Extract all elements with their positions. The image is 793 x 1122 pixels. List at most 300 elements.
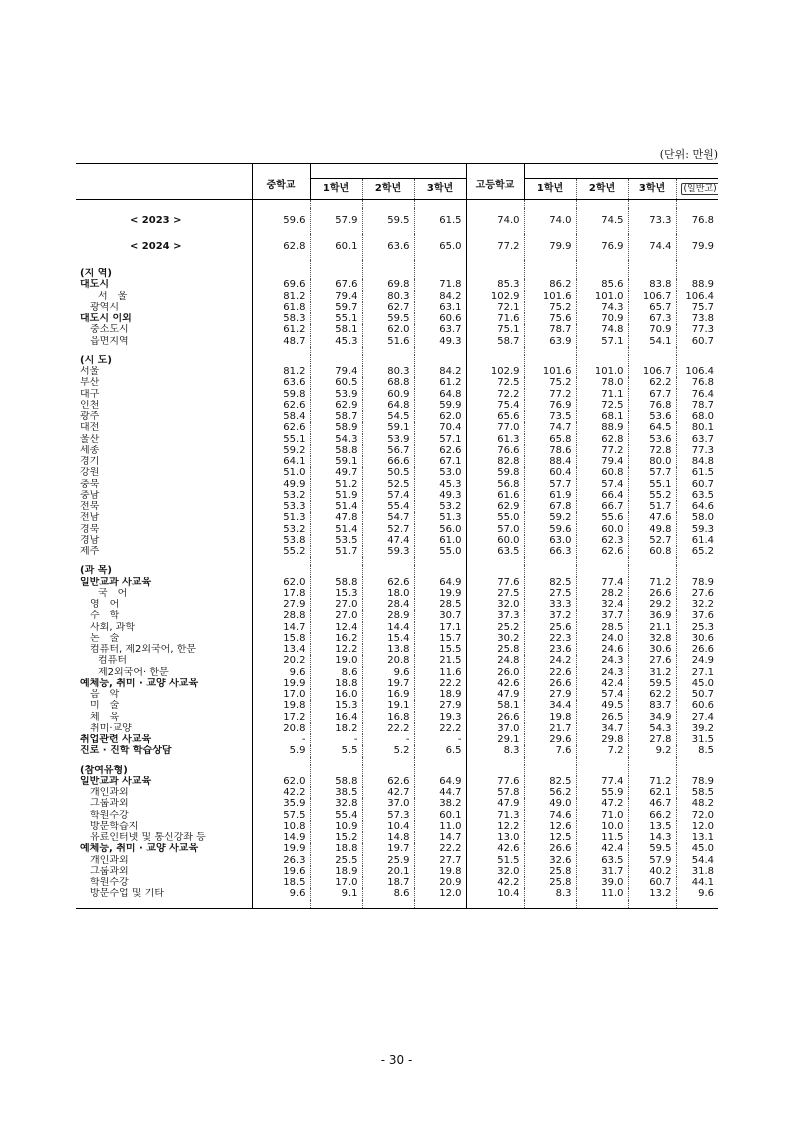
- value-cell: 55.9: [576, 787, 628, 798]
- table-row: [76, 622, 718, 633]
- value-cell: [252, 565, 310, 576]
- row-label: 컴퓨터: [98, 655, 127, 667]
- value-cell: 8.6: [362, 888, 414, 899]
- value-cell: 53.8: [252, 535, 310, 546]
- value-cell: 59.3: [676, 524, 718, 535]
- value-cell: 59.1: [310, 456, 362, 467]
- value-cell: 42.2: [252, 787, 310, 798]
- value-cell: 63.5: [576, 855, 628, 866]
- value-cell: 10.8: [252, 821, 310, 832]
- table-row: [76, 877, 718, 888]
- value-cell: [362, 900, 414, 909]
- row-label: 광역시: [90, 301, 119, 313]
- value-cell: 65.2: [676, 546, 718, 557]
- value-cell: 79.9: [524, 234, 576, 260]
- value-cell: 81.2: [252, 366, 310, 377]
- value-cell: 18.7: [362, 877, 414, 888]
- value-cell: 10.0: [576, 821, 628, 832]
- value-cell: 56.2: [524, 787, 576, 798]
- value-cell: 17.0: [310, 877, 362, 888]
- value-cell: 62.6: [414, 445, 466, 456]
- value-cell: 6.5: [414, 745, 466, 756]
- value-cell: 22.2: [414, 723, 466, 734]
- value-cell: 53.0: [414, 467, 466, 478]
- value-cell: 44.7: [414, 787, 466, 798]
- value-cell: 68.8: [362, 377, 414, 388]
- value-cell: 18.9: [310, 866, 362, 877]
- value-cell: 58.8: [310, 577, 362, 588]
- value-cell: [414, 347, 466, 355]
- value-cell: 102.9: [466, 291, 524, 302]
- value-cell: 12.0: [414, 888, 466, 899]
- value-cell: 21.5: [414, 655, 466, 666]
- value-cell: [628, 355, 676, 366]
- value-cell: 26.6: [524, 843, 576, 854]
- value-cell: [676, 557, 718, 565]
- value-cell: 28.4: [362, 599, 414, 610]
- value-cell: 32.6: [524, 855, 576, 866]
- value-cell: 42.6: [466, 843, 524, 854]
- value-cell: 25.2: [466, 622, 524, 633]
- table-row: [76, 599, 718, 610]
- value-cell: [676, 347, 718, 355]
- header-high-grade-2: 2학년: [576, 179, 628, 200]
- value-cell: 72.2: [466, 389, 524, 400]
- value-cell: 73.5: [524, 411, 576, 422]
- value-cell: 67.1: [414, 456, 466, 467]
- value-cell: 58.8: [310, 445, 362, 456]
- value-cell: 19.9: [252, 843, 310, 854]
- value-cell: 55.4: [310, 810, 362, 821]
- value-cell: 13.8: [362, 644, 414, 655]
- page-number: - 30 -: [380, 1053, 413, 1067]
- value-cell: 61.6: [466, 490, 524, 501]
- value-cell: 80.3: [362, 291, 414, 302]
- value-cell: 59.2: [524, 512, 576, 523]
- value-cell: 80.1: [676, 422, 718, 433]
- value-cell: 67.8: [524, 501, 576, 512]
- value-cell: [362, 757, 414, 765]
- value-cell: 68.1: [576, 411, 628, 422]
- value-cell: 21.1: [628, 622, 676, 633]
- value-cell: 65.0: [414, 234, 466, 260]
- value-cell: [310, 268, 362, 279]
- value-cell: [252, 200, 310, 209]
- value-cell: 8.3: [524, 888, 576, 899]
- value-cell: 65.6: [466, 411, 524, 422]
- table-row: [76, 745, 718, 756]
- value-cell: 27.0: [310, 610, 362, 621]
- value-cell: 14.4: [362, 622, 414, 633]
- value-cell: 61.0: [414, 535, 466, 546]
- header-high-grade-3: 3학년: [628, 179, 676, 200]
- value-cell: 59.5: [628, 843, 676, 854]
- value-cell: 29.8: [576, 734, 628, 745]
- table-row: [76, 821, 718, 832]
- value-cell: 58.9: [310, 422, 362, 433]
- value-cell: [310, 765, 362, 776]
- value-cell: [252, 268, 310, 279]
- value-cell: 80.0: [628, 456, 676, 467]
- value-cell: 60.0: [466, 535, 524, 546]
- table-row: [76, 855, 718, 866]
- value-cell: 12.4: [310, 622, 362, 633]
- value-cell: 49.3: [414, 490, 466, 501]
- value-cell: 66.2: [628, 810, 676, 821]
- row-label: 취업관련 사교육: [80, 734, 152, 745]
- expenditure-table: [76, 163, 718, 909]
- table-row: [76, 400, 718, 411]
- value-cell: [676, 355, 718, 366]
- value-cell: 76.8: [628, 400, 676, 411]
- value-cell: [414, 268, 466, 279]
- header-spacer: [414, 164, 466, 179]
- value-cell: 72.1: [466, 302, 524, 313]
- header-high-grade-1: 1학년: [524, 179, 576, 200]
- spacer-row: [76, 557, 718, 565]
- value-cell: 27.9: [524, 689, 576, 700]
- value-cell: 51.7: [628, 501, 676, 512]
- value-cell: 37.7: [576, 610, 628, 621]
- row-label: 그룹과외: [90, 798, 129, 810]
- value-cell: 20.1: [362, 866, 414, 877]
- value-cell: 74.8: [576, 324, 628, 335]
- value-cell: 49.8: [628, 524, 676, 535]
- value-cell: 19.1: [362, 700, 414, 711]
- value-cell: 37.0: [362, 798, 414, 809]
- value-cell: 30.6: [676, 633, 718, 644]
- value-cell: [252, 260, 310, 268]
- value-cell: 73.3: [628, 208, 676, 234]
- value-cell: 15.2: [310, 832, 362, 843]
- value-cell: 56.7: [362, 445, 414, 456]
- value-cell: 64.9: [414, 776, 466, 787]
- value-cell: 47.9: [466, 798, 524, 809]
- table-header: [76, 164, 718, 200]
- value-cell: 76.8: [676, 208, 718, 234]
- value-cell: 24.8: [466, 655, 524, 666]
- row-label: [76, 260, 252, 268]
- value-cell: 75.2: [524, 377, 576, 388]
- value-cell: [524, 765, 576, 776]
- value-cell: 72.5: [466, 377, 524, 388]
- value-cell: 70.4: [414, 422, 466, 433]
- value-cell: 20.8: [362, 655, 414, 666]
- value-cell: 62.8: [576, 434, 628, 445]
- value-cell: 88.4: [524, 456, 576, 467]
- table-row: [76, 610, 718, 621]
- value-cell: 69.6: [252, 279, 310, 290]
- value-cell: 30.6: [628, 644, 676, 655]
- value-cell: 58.7: [466, 336, 524, 347]
- value-cell: 60.4: [524, 467, 576, 478]
- value-cell: 26.6: [466, 712, 524, 723]
- value-cell: 78.6: [524, 445, 576, 456]
- table-row: [76, 501, 718, 512]
- value-cell: 45.0: [676, 678, 718, 689]
- value-cell: 63.5: [466, 546, 524, 557]
- value-cell: 106.7: [628, 366, 676, 377]
- table-row: [76, 644, 718, 655]
- value-cell: 59.6: [252, 208, 310, 234]
- value-cell: 19.3: [414, 712, 466, 723]
- row-label: 제주: [80, 546, 100, 557]
- table-row: [76, 422, 718, 433]
- value-cell: 74.6: [524, 810, 576, 821]
- row-label: 방문학습지: [90, 820, 139, 832]
- value-cell: 63.7: [676, 434, 718, 445]
- spacer-row: [76, 757, 718, 765]
- value-cell: 58.1: [466, 700, 524, 711]
- value-cell: 14.3: [628, 832, 676, 843]
- value-cell: 5.2: [362, 745, 414, 756]
- value-cell: 53.6: [628, 434, 676, 445]
- row-label: 읍면지역: [90, 335, 129, 347]
- value-cell: 77.3: [676, 324, 718, 335]
- value-cell: 54.3: [310, 434, 362, 445]
- value-cell: 66.3: [524, 546, 576, 557]
- table-row: [76, 279, 718, 290]
- value-cell: 28.2: [576, 588, 628, 599]
- value-cell: 101.0: [576, 291, 628, 302]
- value-cell: 62.2: [628, 377, 676, 388]
- table-row: [76, 535, 718, 546]
- value-cell: 60.5: [310, 377, 362, 388]
- value-cell: [362, 347, 414, 355]
- value-cell: 61.5: [676, 467, 718, 478]
- value-cell: 34.4: [524, 700, 576, 711]
- value-cell: 12.6: [524, 821, 576, 832]
- value-cell: 44.1: [676, 877, 718, 888]
- value-cell: 71.6: [466, 313, 524, 324]
- value-cell: 77.2: [466, 234, 524, 260]
- value-cell: 27.6: [676, 588, 718, 599]
- row-label: 서울: [80, 366, 100, 377]
- row-label: [76, 557, 252, 565]
- value-cell: 66.7: [576, 501, 628, 512]
- value-cell: 61.2: [414, 377, 466, 388]
- value-cell: 18.8: [310, 843, 362, 854]
- header-general-high-label: (일반고): [681, 183, 719, 195]
- table-row: [76, 434, 718, 445]
- value-cell: 27.5: [466, 588, 524, 599]
- value-cell: 60.1: [310, 234, 362, 260]
- section-header-row: [76, 355, 718, 366]
- value-cell: 35.9: [252, 798, 310, 809]
- value-cell: 59.1: [362, 422, 414, 433]
- value-cell: 84.2: [414, 291, 466, 302]
- value-cell: 14.8: [362, 832, 414, 843]
- value-cell: 39.2: [676, 723, 718, 734]
- value-cell: 10.4: [362, 821, 414, 832]
- table-row: [76, 336, 718, 347]
- row-label: (지 역): [80, 268, 112, 279]
- row-label: [76, 900, 252, 909]
- value-cell: 32.0: [466, 599, 524, 610]
- value-cell: 61.9: [524, 490, 576, 501]
- value-cell: [252, 557, 310, 565]
- value-cell: 51.0: [252, 467, 310, 478]
- value-cell: 22.3: [524, 633, 576, 644]
- value-cell: 47.9: [466, 689, 524, 700]
- value-cell: 53.9: [310, 389, 362, 400]
- value-cell: 62.6: [362, 577, 414, 588]
- value-cell: [252, 900, 310, 909]
- value-cell: 37.6: [676, 610, 718, 621]
- value-cell: 74.5: [576, 208, 628, 234]
- value-cell: 34.7: [576, 723, 628, 734]
- value-cell: 71.1: [576, 389, 628, 400]
- value-cell: 45.3: [310, 336, 362, 347]
- value-cell: 34.9: [628, 712, 676, 723]
- value-cell: 106.7: [628, 291, 676, 302]
- value-cell: 24.3: [576, 655, 628, 666]
- table-row: [76, 445, 718, 456]
- value-cell: 60.9: [362, 389, 414, 400]
- header-middle-school: 중학교: [252, 164, 310, 200]
- value-cell: 55.1: [310, 313, 362, 324]
- header-middle-grade-spacer: [310, 164, 362, 179]
- value-cell: 75.2: [524, 302, 576, 313]
- value-cell: 24.2: [524, 655, 576, 666]
- value-cell: 49.3: [414, 336, 466, 347]
- value-cell: 19.6: [252, 866, 310, 877]
- header-spacer: [524, 164, 576, 179]
- value-cell: 58.5: [676, 787, 718, 798]
- value-cell: 15.3: [310, 700, 362, 711]
- row-label: 영 어: [90, 599, 120, 610]
- value-cell: 62.0: [414, 411, 466, 422]
- value-cell: [466, 765, 524, 776]
- value-cell: 11.5: [576, 832, 628, 843]
- value-cell: 36.9: [628, 610, 676, 621]
- value-cell: 19.7: [362, 843, 414, 854]
- section-header-row: [76, 565, 718, 576]
- value-cell: 51.6: [362, 336, 414, 347]
- value-cell: 59.5: [628, 678, 676, 689]
- value-cell: 18.0: [362, 588, 414, 599]
- value-cell: [466, 200, 524, 209]
- value-cell: 19.8: [252, 700, 310, 711]
- value-cell: 42.6: [466, 678, 524, 689]
- table-row: [76, 479, 718, 490]
- value-cell: [628, 565, 676, 576]
- value-cell: 77.6: [466, 577, 524, 588]
- value-cell: [628, 268, 676, 279]
- table-row: [76, 700, 718, 711]
- value-cell: 19.8: [524, 712, 576, 723]
- value-cell: 8.3: [466, 745, 524, 756]
- value-cell: 38.5: [310, 787, 362, 798]
- value-cell: 48.7: [252, 336, 310, 347]
- table-row: [76, 577, 718, 588]
- row-label: 음 악: [90, 689, 120, 700]
- table-row: [76, 366, 718, 377]
- value-cell: 59.8: [252, 389, 310, 400]
- value-cell: 31.5: [676, 734, 718, 745]
- table-row: [76, 377, 718, 388]
- value-cell: 12.0: [676, 821, 718, 832]
- value-cell: 49.0: [524, 798, 576, 809]
- row-label: 부산: [80, 377, 100, 389]
- value-cell: 71.3: [466, 810, 524, 821]
- value-cell: 56.0: [414, 524, 466, 535]
- value-cell: [628, 260, 676, 268]
- row-label: (과 목): [80, 565, 112, 577]
- value-cell: 59.5: [362, 208, 414, 234]
- table-row: [76, 512, 718, 523]
- row-label: [76, 757, 252, 765]
- value-cell: 58.0: [676, 512, 718, 523]
- table-row: [76, 810, 718, 821]
- value-cell: 55.2: [628, 490, 676, 501]
- value-cell: 62.9: [466, 501, 524, 512]
- value-cell: 9.6: [362, 667, 414, 678]
- value-cell: 16.9: [362, 689, 414, 700]
- value-cell: 59.6: [524, 524, 576, 535]
- value-cell: 63.9: [524, 336, 576, 347]
- table-row: [76, 776, 718, 787]
- value-cell: 55.0: [414, 546, 466, 557]
- value-cell: 50.7: [676, 689, 718, 700]
- value-cell: 74.7: [524, 422, 576, 433]
- value-cell: 19.9: [414, 588, 466, 599]
- value-cell: [414, 355, 466, 366]
- value-cell: 27.9: [414, 700, 466, 711]
- value-cell: 23.6: [524, 644, 576, 655]
- value-cell: 78.0: [576, 377, 628, 388]
- value-cell: 59.7: [310, 302, 362, 313]
- value-cell: [524, 900, 576, 909]
- value-cell: 78.9: [676, 776, 718, 787]
- value-cell: [310, 347, 362, 355]
- value-cell: 62.9: [310, 400, 362, 411]
- value-cell: 54.3: [628, 723, 676, 734]
- row-label: 학원수강: [90, 877, 129, 888]
- value-cell: 63.1: [414, 302, 466, 313]
- header-spacer: [628, 164, 676, 179]
- value-cell: 88.9: [576, 422, 628, 433]
- value-cell: [310, 355, 362, 366]
- value-cell: 11.6: [414, 667, 466, 678]
- value-cell: 60.8: [628, 546, 676, 557]
- value-cell: 25.6: [524, 622, 576, 633]
- value-cell: 24.9: [676, 655, 718, 666]
- value-cell: [576, 557, 628, 565]
- table-row: [76, 302, 718, 313]
- value-cell: [576, 268, 628, 279]
- value-cell: 8.5: [676, 745, 718, 756]
- value-cell: 53.9: [362, 434, 414, 445]
- value-cell: 81.2: [252, 291, 310, 302]
- value-cell: [252, 765, 310, 776]
- value-cell: 61.8: [252, 302, 310, 313]
- table-row: [76, 787, 718, 798]
- value-cell: 106.4: [676, 291, 718, 302]
- value-cell: 77.4: [576, 776, 628, 787]
- value-cell: 13.2: [628, 888, 676, 899]
- value-cell: [524, 260, 576, 268]
- row-label: (시 도): [80, 354, 112, 366]
- table-row: [76, 689, 718, 700]
- value-cell: 17.8: [252, 588, 310, 599]
- value-cell: 32.4: [576, 599, 628, 610]
- row-label: 일반교과 사교육: [80, 775, 152, 787]
- value-cell: 26.5: [576, 712, 628, 723]
- value-cell: 58.8: [310, 776, 362, 787]
- value-cell: 60.7: [676, 336, 718, 347]
- value-cell: [414, 765, 466, 776]
